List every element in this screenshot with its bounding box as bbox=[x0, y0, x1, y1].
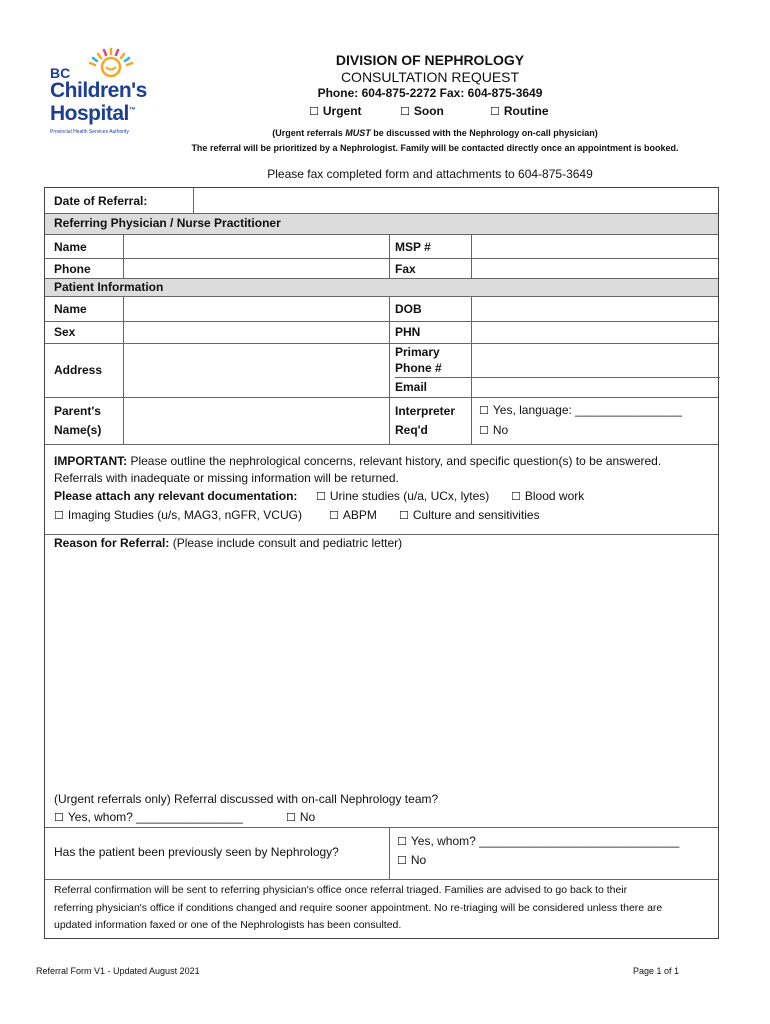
blood-work-checkbox[interactable]: ☐ Blood work bbox=[511, 489, 584, 503]
physician-fax-label: Fax bbox=[395, 262, 416, 276]
physician-name-input[interactable] bbox=[124, 235, 388, 257]
important-line1: IMPORTANT: Please outline the nephrological concerns, relevant history, and specific question(s) to be answered. bbox=[54, 454, 662, 468]
primary-phone-input[interactable] bbox=[472, 344, 718, 376]
urgent-yes-checkbox[interactable]: ☐ Yes, whom? ________________ bbox=[54, 810, 243, 824]
culture-checkbox[interactable]: ☐ Culture and sensitivities bbox=[399, 508, 540, 522]
patient-section-label: Patient Information bbox=[54, 280, 164, 294]
priority-note: The referral will be prioritized by a Nephrologist. Family will be contacted directly once an appointment is booked. bbox=[191, 143, 679, 153]
urgent-no-checkbox[interactable]: ☐ No bbox=[286, 810, 315, 824]
physician-fax-input[interactable] bbox=[472, 259, 718, 277]
urgent-checkbox[interactable]: ☐ Urgent bbox=[309, 104, 362, 118]
confirmation-line3: updated information faxed or one of the Nephrologists has been consulted. bbox=[54, 919, 402, 931]
urine-studies-checkbox[interactable]: ☐ Urine studies (u/a, UCx, lytes) bbox=[316, 489, 489, 503]
sex-input[interactable] bbox=[124, 322, 388, 342]
imaging-studies-checkbox[interactable]: ☐ Imaging Studies (u/s, MAG3, nGFR, VCUG) bbox=[54, 508, 302, 522]
footer-version: Referral Form V1 - Updated August 2021 bbox=[36, 966, 200, 976]
physician-name-label: Name bbox=[54, 240, 87, 254]
phn-input[interactable] bbox=[472, 322, 718, 342]
abpm-checkbox[interactable]: ☐ ABPM bbox=[329, 508, 377, 522]
previously-seen-question: Has the patient been previously seen by Nephrology? bbox=[54, 845, 339, 859]
date-of-referral-label: Date of Referral: bbox=[54, 194, 148, 208]
primary-phone-label-1: Primary bbox=[395, 345, 440, 359]
interpreter-yes-checkbox[interactable]: ☐ Yes, language: ________________ bbox=[479, 403, 682, 417]
routine-checkbox[interactable]: ☐ Routine bbox=[490, 104, 549, 118]
contact-line: Phone: 604-875-2272 Fax: 604-875-3649 bbox=[317, 86, 543, 100]
address-label: Address bbox=[54, 363, 103, 377]
interpreter-no-checkbox[interactable]: ☐ No bbox=[479, 423, 508, 437]
email-label: Email bbox=[395, 380, 428, 394]
phn-label: PHN bbox=[395, 325, 421, 339]
important-line2: Referrals with inadequate or missing information will be returned. bbox=[54, 471, 399, 485]
footer-page-number: Page 1 of 1 bbox=[633, 966, 680, 976]
confirmation-line1: Referral confirmation will be sent to referring physician's office once referral triaged. Families are advised to go back to their bbox=[54, 884, 628, 896]
patient-name-input[interactable] bbox=[124, 297, 388, 320]
sex-label: Sex bbox=[54, 325, 76, 339]
soon-checkbox[interactable]: ☐ Soon bbox=[400, 104, 444, 118]
date-of-referral-input[interactable] bbox=[194, 189, 718, 212]
interpreter-label-1: Interpreter bbox=[395, 404, 456, 418]
parents-label-2: Name(s) bbox=[54, 423, 102, 437]
form-title: CONSULTATION REQUEST bbox=[340, 69, 520, 85]
address-input[interactable] bbox=[124, 344, 388, 396]
physician-phone-label: Phone bbox=[54, 262, 91, 276]
dob-input[interactable] bbox=[472, 297, 718, 320]
reason-textarea[interactable] bbox=[53, 568, 713, 788]
attach-label: Please attach any relevant documentation: bbox=[54, 489, 298, 503]
referring-section-label: Referring Physician / Nurse Practitioner bbox=[54, 216, 281, 230]
dob-label: DOB bbox=[395, 302, 422, 316]
physician-phone-input[interactable] bbox=[124, 259, 388, 277]
email-input[interactable] bbox=[472, 378, 718, 396]
interpreter-label-2: Req'd bbox=[395, 423, 428, 437]
urgent-discussed-question: (Urgent referrals only) Referral discussed with on-call Nephrology team? bbox=[54, 792, 439, 806]
fax-instruction: Please fax completed form and attachments to 604-875-3649 bbox=[267, 167, 593, 181]
logo-bc-text: BC bbox=[50, 65, 71, 81]
logo-hospital-text: Hospital™ bbox=[50, 102, 136, 125]
msp-input[interactable] bbox=[472, 235, 718, 257]
sun-icon bbox=[82, 47, 140, 79]
parents-label-1: Parent's bbox=[54, 404, 101, 418]
parents-name-input[interactable] bbox=[124, 398, 388, 443]
confirmation-line2: referring physician's office if conditions changed and require sooner appointment. No re-triaging will be considered unless there are bbox=[54, 902, 663, 914]
patient-name-label: Name bbox=[54, 302, 87, 316]
referral-form bbox=[44, 187, 719, 939]
primary-phone-label-2: Phone # bbox=[395, 361, 442, 375]
urgent-note: (Urgent referrals MUST be discussed with the Nephrology on-call physician) bbox=[272, 128, 598, 138]
previously-seen-yes-checkbox[interactable]: ☐ Yes, whom? ______________________________ bbox=[397, 834, 679, 848]
msp-label: MSP # bbox=[395, 240, 431, 254]
logo-subtitle: Provincial Health Services Authority bbox=[50, 129, 129, 135]
reason-label: Reason for Referral: (Please include consult and pediatric letter) bbox=[54, 536, 403, 550]
previously-seen-no-checkbox[interactable]: ☐ No bbox=[397, 853, 426, 867]
hospital-logo bbox=[50, 45, 160, 140]
division-title: DIVISION OF NEPHROLOGY bbox=[335, 52, 525, 68]
logo-childrens-text: Children's bbox=[50, 79, 147, 102]
